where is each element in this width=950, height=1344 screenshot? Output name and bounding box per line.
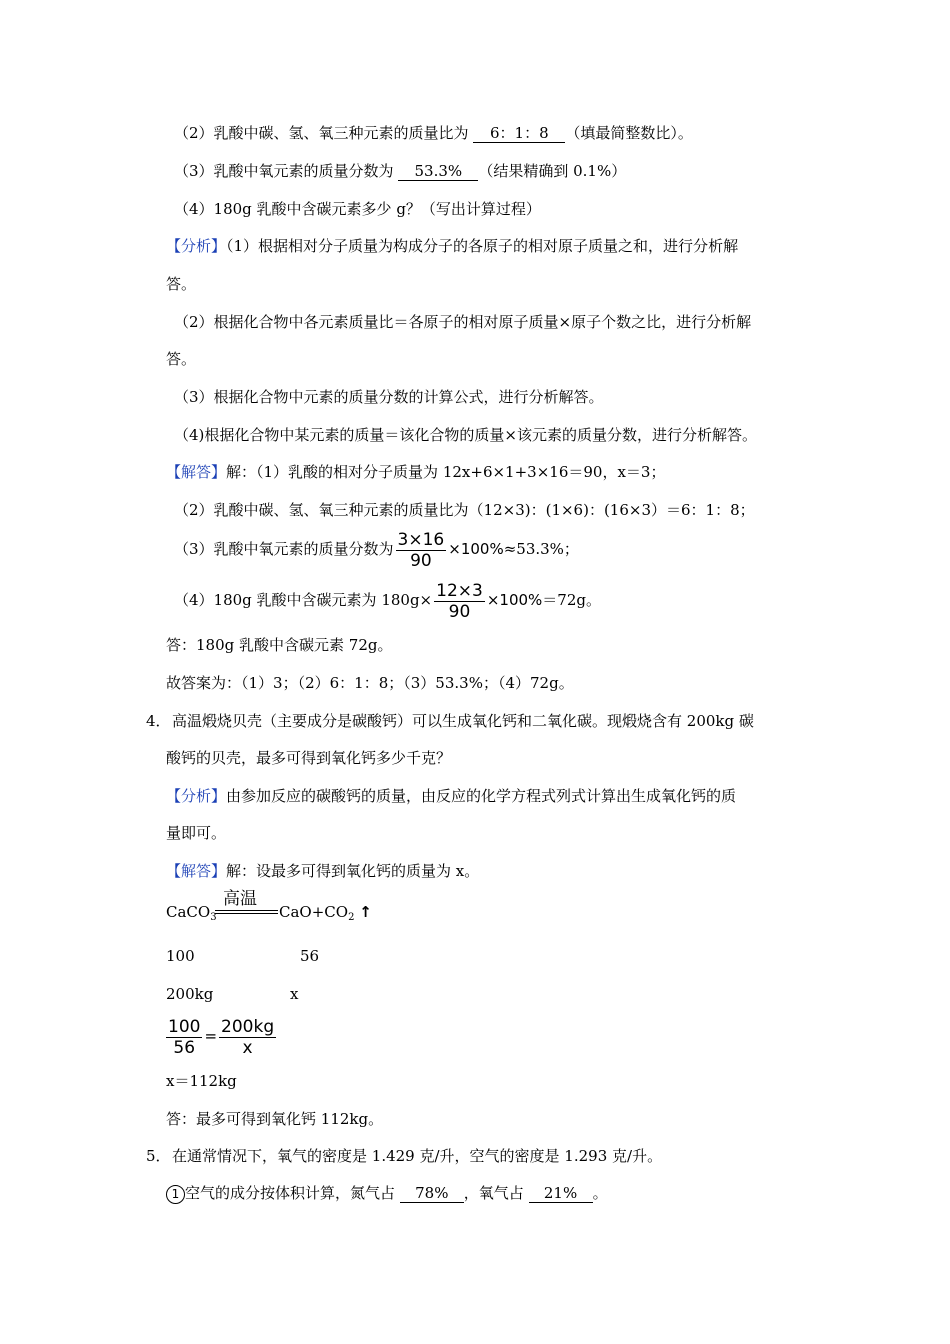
solution-tag: 【解答】 [166, 463, 227, 481]
answer-blank: 53.3% [398, 162, 478, 181]
q4-analysis: 【分析】由参加反应的碳酸钙的质量，由反应的化学方程式列式计算出生成氧化钙的质 [166, 787, 737, 805]
answer-blank: 21% [529, 1184, 593, 1203]
solution-line-fraction: （3）乳酸中氧元素的质量分数为 $\frac{3\times 16}{90}$ ×100%≈53.3%； [174, 529, 579, 571]
analysis-line: 答。 [166, 350, 197, 368]
proportion: $\frac{100}{56}$ = $\frac{200kg}{x}$ [168, 1016, 275, 1058]
q3-part2: （2）乳酸中碳、氢、氧三种元素的质量比为 6：1：8 （填最简整数比）。 [174, 124, 693, 142]
solution-final: 故答案为：（1）3；（2）6：1：8；（3）53.3%；（4）72g。 [166, 674, 574, 692]
fraction: $\frac{12\times 3}{90}$ [436, 580, 483, 622]
q5-line: 在通常情况下，氧气的密度是 1.429 克/升，空气的密度是 1.293 克/升。 [172, 1147, 663, 1165]
fraction: $\frac{200kg}{x}$ [221, 1016, 275, 1058]
q3-part4: （4）180g 乳酸中含碳元素多少 g？（写出计算过程） [174, 200, 541, 218]
known-mass: 200kg [166, 985, 214, 1003]
circled-number: 1 [166, 1185, 185, 1204]
q4-line: 高温煅烧贝壳（主要成分是碳酸钙）可以生成氧化钙和二氧化碳。现煅烧含有 200kg 碳 [172, 712, 754, 730]
q4-number: 4． [146, 712, 171, 730]
analysis-line: （3）根据化合物中元素的质量分数的计算公式，进行分析解答。 [174, 388, 604, 406]
q4-solution: 【解答】解：设最多可得到氧化钙的质量为 x。 [166, 862, 480, 880]
molar-mass: 100 [166, 947, 195, 965]
q3-part3: （3）乳酸中氧元素的质量分数为 53.3% （结果精确到 0.1%） [174, 162, 627, 180]
equation-left: CaCO$_3$ [166, 903, 217, 923]
solution-tag: 【解答】 [166, 862, 227, 880]
q4-answer: 答：最多可得到氧化钙 112kg。 [166, 1110, 384, 1128]
result: x＝112kg [166, 1072, 237, 1090]
equation-equals [215, 910, 278, 914]
solution-line: （2）乳酸中碳、氢、氧三种元素的质量比为（12×3)：(1×6)：(16×3）＝6：1：8； [174, 501, 755, 519]
q4-analysis-cont: 量即可。 [166, 824, 227, 842]
analysis-line: （4)根据化合物中某元素的质量＝该化合物的质量×该元素的质量分数，进行分析解答。 [174, 426, 757, 444]
reaction-condition: 高温 [223, 889, 257, 909]
solution-line: 【解答】解：（1）乳酸的相对分子质量为 12x+6×1+3×16＝90，x＝3； [166, 463, 666, 481]
analysis-line: （2）根据化合物中各元素质量比＝各原子的相对原子质量×原子个数之比，进行分析解 [174, 313, 752, 331]
analysis-line: 【分析】（1）根据相对分子质量为构成分子的各原子的相对原子质量之和，进行分析解 [166, 237, 739, 255]
q4-line: 酸钙的贝壳，最多可得到氧化钙多少千克？ [166, 749, 452, 767]
q5-subquestion: 1 空气的成分按体积计算，氮气占 78% ，氧气占 21% 。 [166, 1182, 608, 1204]
answer-blank: 6：1：8 [473, 124, 565, 143]
fraction: $\frac{3\times 16}{90}$ [397, 529, 445, 571]
answer-blank: 78% [400, 1184, 464, 1203]
analysis-line: 答。 [166, 275, 197, 293]
molar-mass: 56 [300, 947, 320, 965]
solution-answer: 答：180g 乳酸中含碳元素 72g。 [166, 636, 393, 654]
fraction: $\frac{100}{56}$ [168, 1016, 201, 1058]
analysis-tag: 【分析】 [166, 237, 227, 255]
q5-number: 5． [146, 1147, 171, 1165]
solution-line-fraction: （4）180g 乳酸中含碳元素为 180g× $\frac{12\times 3}{90}$ ×100%＝72g。 [174, 580, 601, 622]
analysis-tag: 【分析】 [166, 787, 227, 805]
gas-arrow-icon: ↑ [359, 903, 372, 921]
equation-right: $CaO+CO_2$ ↑ [279, 903, 372, 923]
unknown-mass: x [290, 985, 299, 1003]
